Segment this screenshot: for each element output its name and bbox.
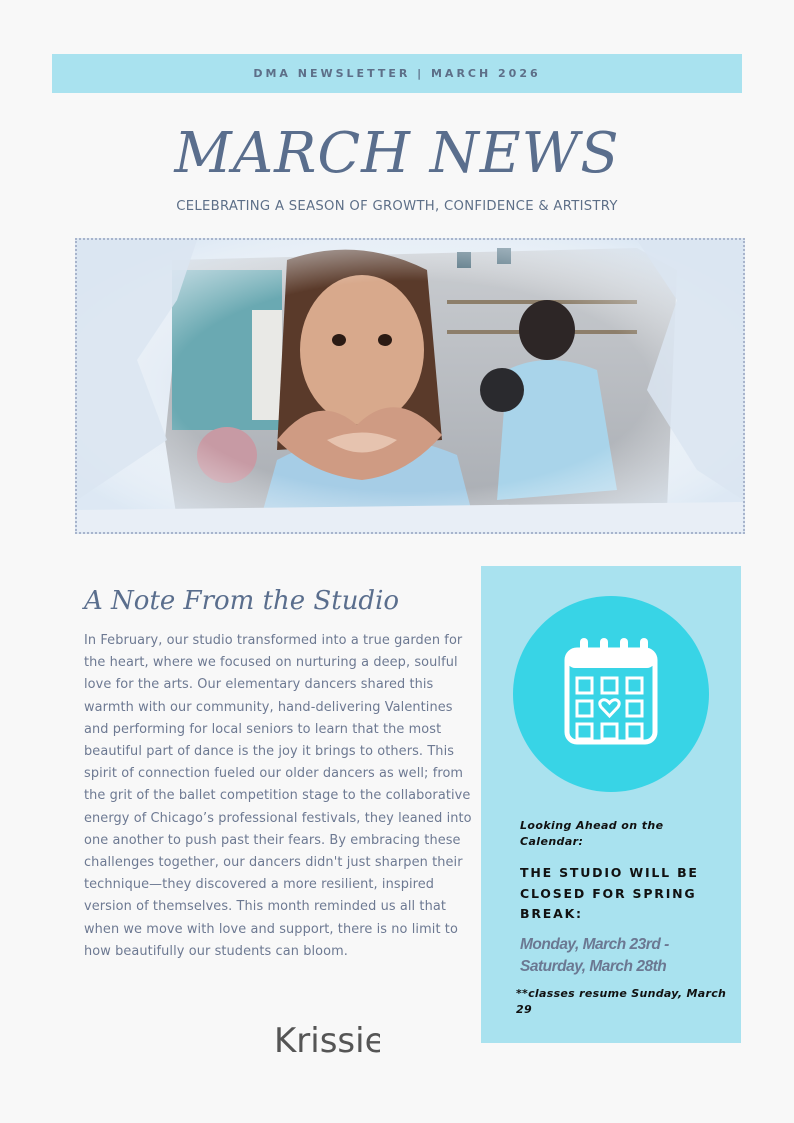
signature-text: Krissie <box>274 1021 380 1061</box>
break-dates: Monday, March 23rd - Saturday, March 28th <box>520 936 669 975</box>
banner-text: DMA NEWSLETTER | MARCH 2026 <box>253 67 541 80</box>
page-title: MARCH NEWS <box>174 121 620 186</box>
note-body: In February, our studio transformed into a true garden for the heart, where we focused on nurturing a deep, soulful love for the arts. Our elementary dancers shared this warmth with our community, hand-delivering Valentines and performing for local seniors to learn that the most beautiful part of dance is the joy it brings to others. This spirit of connection fueled our older dancers as well; from the grit of the ballet competition stage to the collaborative energy of Chicago’s professional festivals, they leaned into one another to push past their fears. By embracing these challenges together, our dancers didn't just sharpen their technique—they discovered a more resilient, inspired version of themselves. This month reminded us all that when we move with love and support, there is no limit to how beautifully our students can bloom. <box>84 633 472 959</box>
closure-notice: THE STUDIO WILL BE CLOSED FOR SPRING BREAK: <box>520 865 699 921</box>
signature <box>270 1012 380 1062</box>
calendar-panel <box>481 566 741 1043</box>
calendar-heart-icon <box>563 636 659 748</box>
look-ahead-label: Looking Ahead on the Calendar: <box>520 819 664 848</box>
page-subtitle: CELEBRATING A SEASON OF GROWTH, CONFIDENCE & ARTISTRY <box>176 199 618 214</box>
note-heading: A Note From the Studio <box>84 586 400 616</box>
calendar-circle <box>513 596 709 792</box>
resume-note: **classes resume Sunday, March 29 <box>516 987 727 1016</box>
hero-photo <box>75 238 745 534</box>
newsletter-banner <box>52 54 742 93</box>
